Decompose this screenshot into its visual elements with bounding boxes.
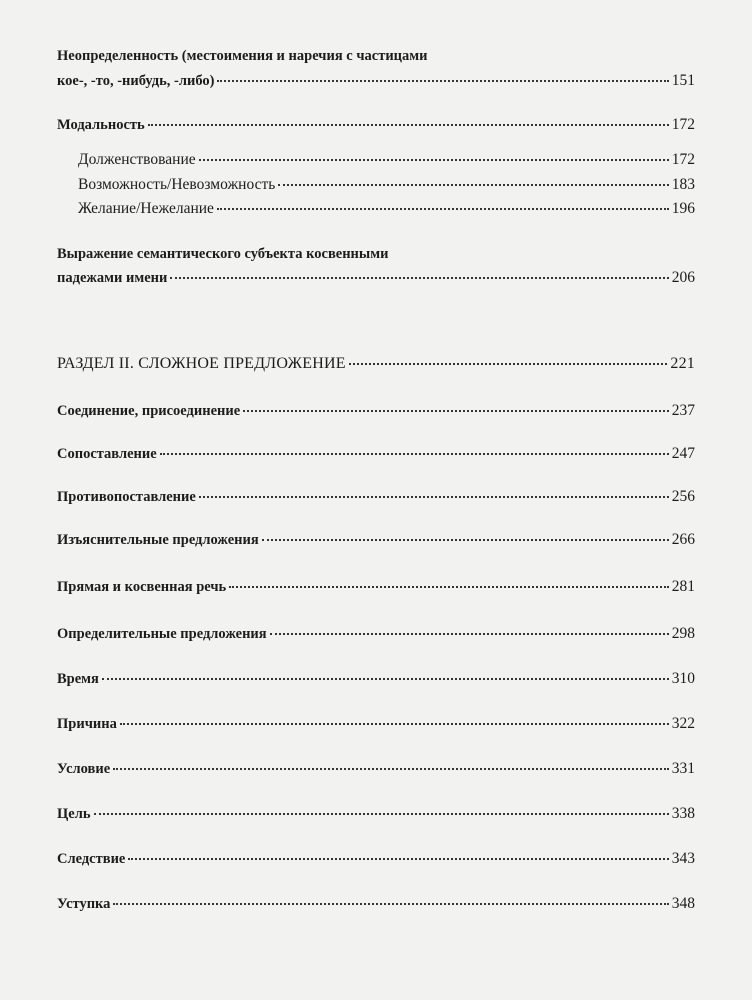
toc-entry-comparison xyxy=(57,444,695,464)
leader-dots xyxy=(217,79,668,82)
page-number: 331 xyxy=(671,760,695,777)
page-number: 322 xyxy=(671,715,695,732)
leader-dots xyxy=(278,183,668,186)
toc-entry-title: Прямая и косвенная речь xyxy=(57,579,227,595)
toc-entry-title: Следствие xyxy=(57,851,126,867)
toc-entry-title: Долженствование xyxy=(78,151,196,168)
toc-entry-conjunction xyxy=(57,401,695,421)
toc-entry-title: Определительные предложения xyxy=(57,626,267,642)
page-number: 172 xyxy=(671,116,695,133)
toc-entry-title-line1: Неопределенность (местоимения и наречия с частицами xyxy=(57,48,428,64)
toc-entry-explanatory xyxy=(57,530,695,550)
page-number: 266 xyxy=(671,531,695,548)
leader-dots xyxy=(199,495,669,498)
toc-entry-speech xyxy=(57,577,695,597)
toc-entry-title: Противопоставление xyxy=(57,489,196,505)
leader-dots xyxy=(199,158,669,161)
page-number: 338 xyxy=(671,805,695,822)
leader-dots xyxy=(270,632,669,635)
toc-entry-condition xyxy=(57,759,695,779)
leader-dots xyxy=(262,538,669,541)
toc-entry-title-line2: кое-, -то, -нибудь, -либо) xyxy=(57,73,215,89)
page-number: 151 xyxy=(671,72,695,89)
toc-entry-indefiniteness xyxy=(57,47,695,91)
toc-section-2 xyxy=(57,354,695,373)
page-number: 237 xyxy=(671,402,695,419)
toc-entry-possibility xyxy=(78,175,695,194)
page-number: 256 xyxy=(671,488,695,505)
page-number: 183 xyxy=(671,176,695,193)
page-number: 281 xyxy=(671,578,695,595)
page-number: 221 xyxy=(670,355,695,372)
toc-entry-title: Возможность/Невозможность xyxy=(78,176,276,193)
toc-entry-purpose xyxy=(57,804,695,824)
toc-entry-title: Сопоставление xyxy=(57,446,157,462)
toc-entry-modality xyxy=(57,115,695,135)
leader-dots xyxy=(113,902,668,905)
toc-entry-semantic-subject xyxy=(57,245,695,288)
toc-entry-title-line2: падежами имени xyxy=(57,270,168,286)
leader-dots xyxy=(349,362,668,365)
toc-entry-opposition xyxy=(57,487,695,507)
leader-dots xyxy=(128,857,668,860)
toc-entry-consequence xyxy=(57,849,695,869)
page-number: 310 xyxy=(671,670,695,687)
leader-dots xyxy=(170,276,668,279)
toc-entry-title: Причина xyxy=(57,716,117,732)
leader-dots xyxy=(120,722,669,725)
page-number: 343 xyxy=(671,850,695,867)
toc-entry-title: Условие xyxy=(57,761,111,777)
leader-dots xyxy=(243,409,669,412)
page-number: 172 xyxy=(671,151,695,168)
leader-dots xyxy=(102,677,669,680)
page-number: 348 xyxy=(671,895,695,912)
toc-entry-title: Модальность xyxy=(57,117,145,133)
toc-entry-title-line1: Выражение семантического субъекта косвенными xyxy=(57,246,389,262)
toc-entry-time xyxy=(57,669,695,689)
toc-entry-title: Уступка xyxy=(57,896,111,912)
toc-entry-attributive xyxy=(57,624,695,644)
toc-entry-title: Цель xyxy=(57,806,91,822)
toc-entry-title: Желание/Нежелание xyxy=(78,200,214,217)
toc-entry-title: Соединение, присоединение xyxy=(57,403,241,419)
toc-entry-concession xyxy=(57,894,695,914)
leader-dots xyxy=(160,452,669,455)
page-number: 298 xyxy=(671,625,695,642)
leader-dots xyxy=(217,207,669,210)
page-number: 247 xyxy=(671,445,695,462)
toc-entry-obligation xyxy=(78,150,695,169)
toc-entry-title: Время xyxy=(57,671,99,687)
section-title: РАЗДЕЛ II. СЛОЖНОЕ ПРЕДЛОЖЕНИЕ xyxy=(57,355,346,372)
leader-dots xyxy=(148,123,669,126)
toc-entry-title: Изъяснительные предложения xyxy=(57,532,259,548)
leader-dots xyxy=(94,812,669,815)
leader-dots xyxy=(229,585,669,588)
page-number: 206 xyxy=(671,269,695,286)
page-number: 196 xyxy=(671,200,695,217)
toc-entry-cause xyxy=(57,714,695,734)
leader-dots xyxy=(113,767,669,770)
toc-entry-desire xyxy=(78,199,695,218)
